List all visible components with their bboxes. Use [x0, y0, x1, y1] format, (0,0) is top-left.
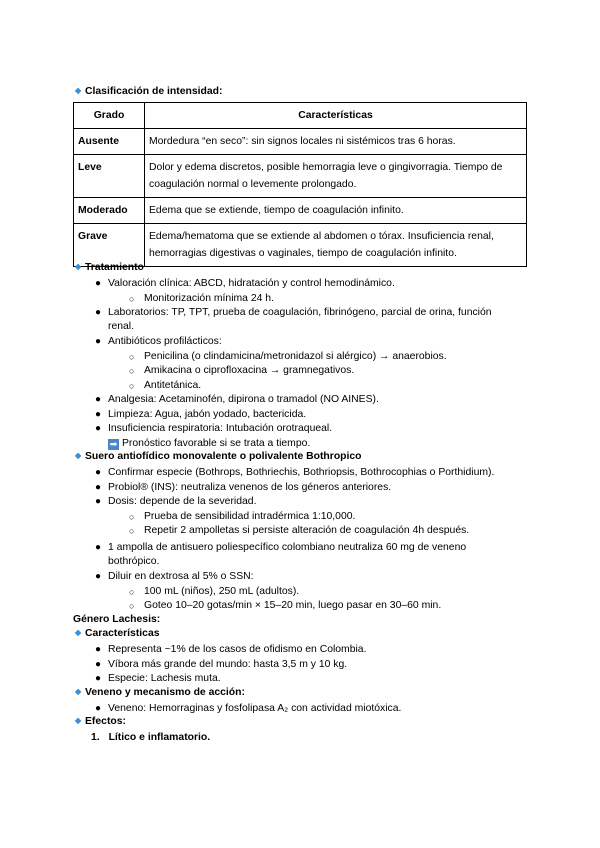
diamond-bullet-icon: ◆: [75, 628, 82, 637]
list-item-continuation: renal.: [108, 321, 134, 332]
desc-cell: Dolor y edema discretos, posible hemorragia leve o gingivorragia. Tiempo de coagulación normal o levemente prolongado.: [145, 155, 527, 198]
bullet-circle-icon: ○: [129, 526, 135, 536]
header-grado: Grado: [74, 103, 145, 129]
list-item: Representa ~1% de los casos de ofidismo en Colombia.: [108, 644, 367, 655]
lachesis-title: Género Lachesis:: [73, 614, 161, 625]
tratamiento-heading: ◆ Tratamiento: [75, 262, 144, 273]
list-item: Dosis: depende de la severidad.: [108, 496, 257, 507]
diamond-bullet-icon: ◆: [75, 86, 82, 95]
list-item: Amikacina o ciprofloxacina → gramnegativos.: [144, 365, 355, 376]
bullet-dot-icon: ●: [95, 703, 102, 714]
right-arrow-box-icon: ➡: [109, 439, 118, 449]
grado-cell: Moderado: [74, 198, 145, 224]
diamond-bullet-icon: ◆: [75, 262, 82, 271]
table-row: [74, 224, 527, 267]
header-caracteristicas: Características: [145, 103, 527, 129]
grado-cell: Ausente: [74, 129, 145, 155]
list-item: Laboratorios: TP, TPT, prueba de coagulación, fibrinógeno, parcial de orina, función: [108, 307, 492, 318]
list-item: Analgesia: Acetaminofén, dipirona o tramadol (NO AINES).: [108, 394, 379, 405]
desc-cell: Edema/hematoma que se extiende al abdomen o tórax. Insuficiencia renal, hemorragias digestivas o vaginales, tiempo de coagulación infinito.: [145, 224, 527, 267]
clasificacion-heading: ◆ Clasificación de intensidad:: [75, 86, 223, 97]
list-item: Probiol® (INS): neutraliza venenos de los géneros anteriores.: [108, 482, 392, 493]
list-item: Limpieza: Agua, jabón yodado, bactericida.: [108, 409, 307, 420]
list-item: Prueba de sensibilidad intradérmica 1:10,000.: [144, 511, 356, 522]
list-item: Repetir 2 ampolletas si persiste alteración de coagulación 4h después.: [144, 525, 470, 536]
list-item: Antibióticos profilácticos:: [108, 336, 222, 347]
item-text: Lítico e inflamatorio.: [108, 732, 211, 743]
prognosis-line: ➡ Pronóstico favorable si se trata a tiempo.: [109, 438, 311, 449]
list-item: Monitorización mínima 24 h.: [144, 293, 274, 304]
list-item: 1 ampolla de antisuero poliespecífico colombiano neutraliza 60 mg de veneno: [108, 542, 467, 553]
bullet-circle-icon: ○: [129, 294, 135, 304]
bullet-circle-icon: ○: [129, 366, 135, 376]
list-item: Diluir en dextrosa al 5% o SSN:: [108, 571, 254, 582]
list-item: Veneno: Hemorraginas y fosfolipasa A₂ con actividad miotóxica.: [108, 703, 402, 714]
bullet-circle-icon: ○: [129, 352, 135, 362]
list-item: Valoración clínica: ABCD, hidratación y control hemodinámico.: [108, 278, 395, 289]
bullet-dot-icon: ●: [95, 482, 102, 493]
bullet-dot-icon: ●: [95, 278, 102, 289]
diamond-bullet-icon: ◆: [75, 451, 82, 460]
bullet-dot-icon: ●: [95, 644, 102, 655]
list-item: Antitetánica.: [144, 380, 202, 391]
bullet-dot-icon: ●: [95, 496, 102, 507]
desc-cell: Mordedura “en seco”: sin signos locales ni sistémicos tras 6 horas.: [145, 129, 527, 155]
list-item: Goteo 10–20 gotas/min × 15–20 min, luego pasar en 30–60 min.: [144, 600, 442, 611]
item-number: 1.: [91, 732, 100, 743]
list-item: Penicilina (o clindamicina/metronidazol si alérgico) → anaerobios.: [144, 351, 447, 362]
bullet-circle-icon: ○: [129, 512, 135, 522]
caracteristicas-heading: ◆ Características: [75, 628, 160, 639]
bullet-dot-icon: ●: [95, 542, 102, 553]
grado-cell: Leve: [74, 155, 145, 198]
veneno-heading: ◆ Veneno y mecanismo de acción:: [75, 687, 245, 698]
table-row: [74, 129, 527, 155]
grado-cell: Grave: [74, 224, 145, 267]
desc-cell: Edema que se extiende, tiempo de coagulación infinito.: [145, 198, 527, 224]
list-item: Insuficiencia respiratoria: Intubación orotraqueal.: [108, 423, 333, 434]
list-item-continuation: bothrópico.: [108, 556, 160, 567]
bullet-circle-icon: ○: [129, 601, 135, 611]
table-row: [74, 155, 527, 198]
table-header-row: [74, 103, 527, 129]
intensity-table: [73, 102, 527, 267]
bullet-dot-icon: ●: [95, 467, 102, 478]
efectos-heading: ◆ Efectos:: [75, 716, 126, 727]
diamond-bullet-icon: ◆: [75, 716, 82, 725]
list-item: Víbora más grande del mundo: hasta 3,5 m y 10 kg.: [108, 659, 348, 670]
table-row: [74, 198, 527, 224]
bullet-dot-icon: ●: [95, 394, 102, 405]
bullet-dot-icon: ●: [95, 336, 102, 347]
bullet-dot-icon: ●: [95, 409, 102, 420]
numbered-item: [91, 731, 210, 745]
bullet-dot-icon: ●: [95, 307, 102, 318]
diamond-bullet-icon: ◆: [75, 687, 82, 696]
bullet-circle-icon: ○: [129, 381, 135, 391]
bullet-circle-icon: ○: [129, 587, 135, 597]
list-item: 100 mL (niños), 250 mL (adultos).: [144, 586, 300, 597]
bullet-dot-icon: ●: [95, 659, 102, 670]
suero-heading: ◆ Suero antiofídico monovalente o polivalente Bothropico: [75, 451, 362, 462]
list-item: Especie: Lachesis muta.: [108, 673, 221, 684]
bullet-dot-icon: ●: [95, 423, 102, 434]
list-item: Confirmar especie (Bothrops, Bothriechis, Bothriopsis, Bothrocophias o Porthidium).: [108, 467, 495, 478]
bullet-dot-icon: ●: [95, 673, 102, 684]
bullet-dot-icon: ●: [95, 571, 102, 582]
